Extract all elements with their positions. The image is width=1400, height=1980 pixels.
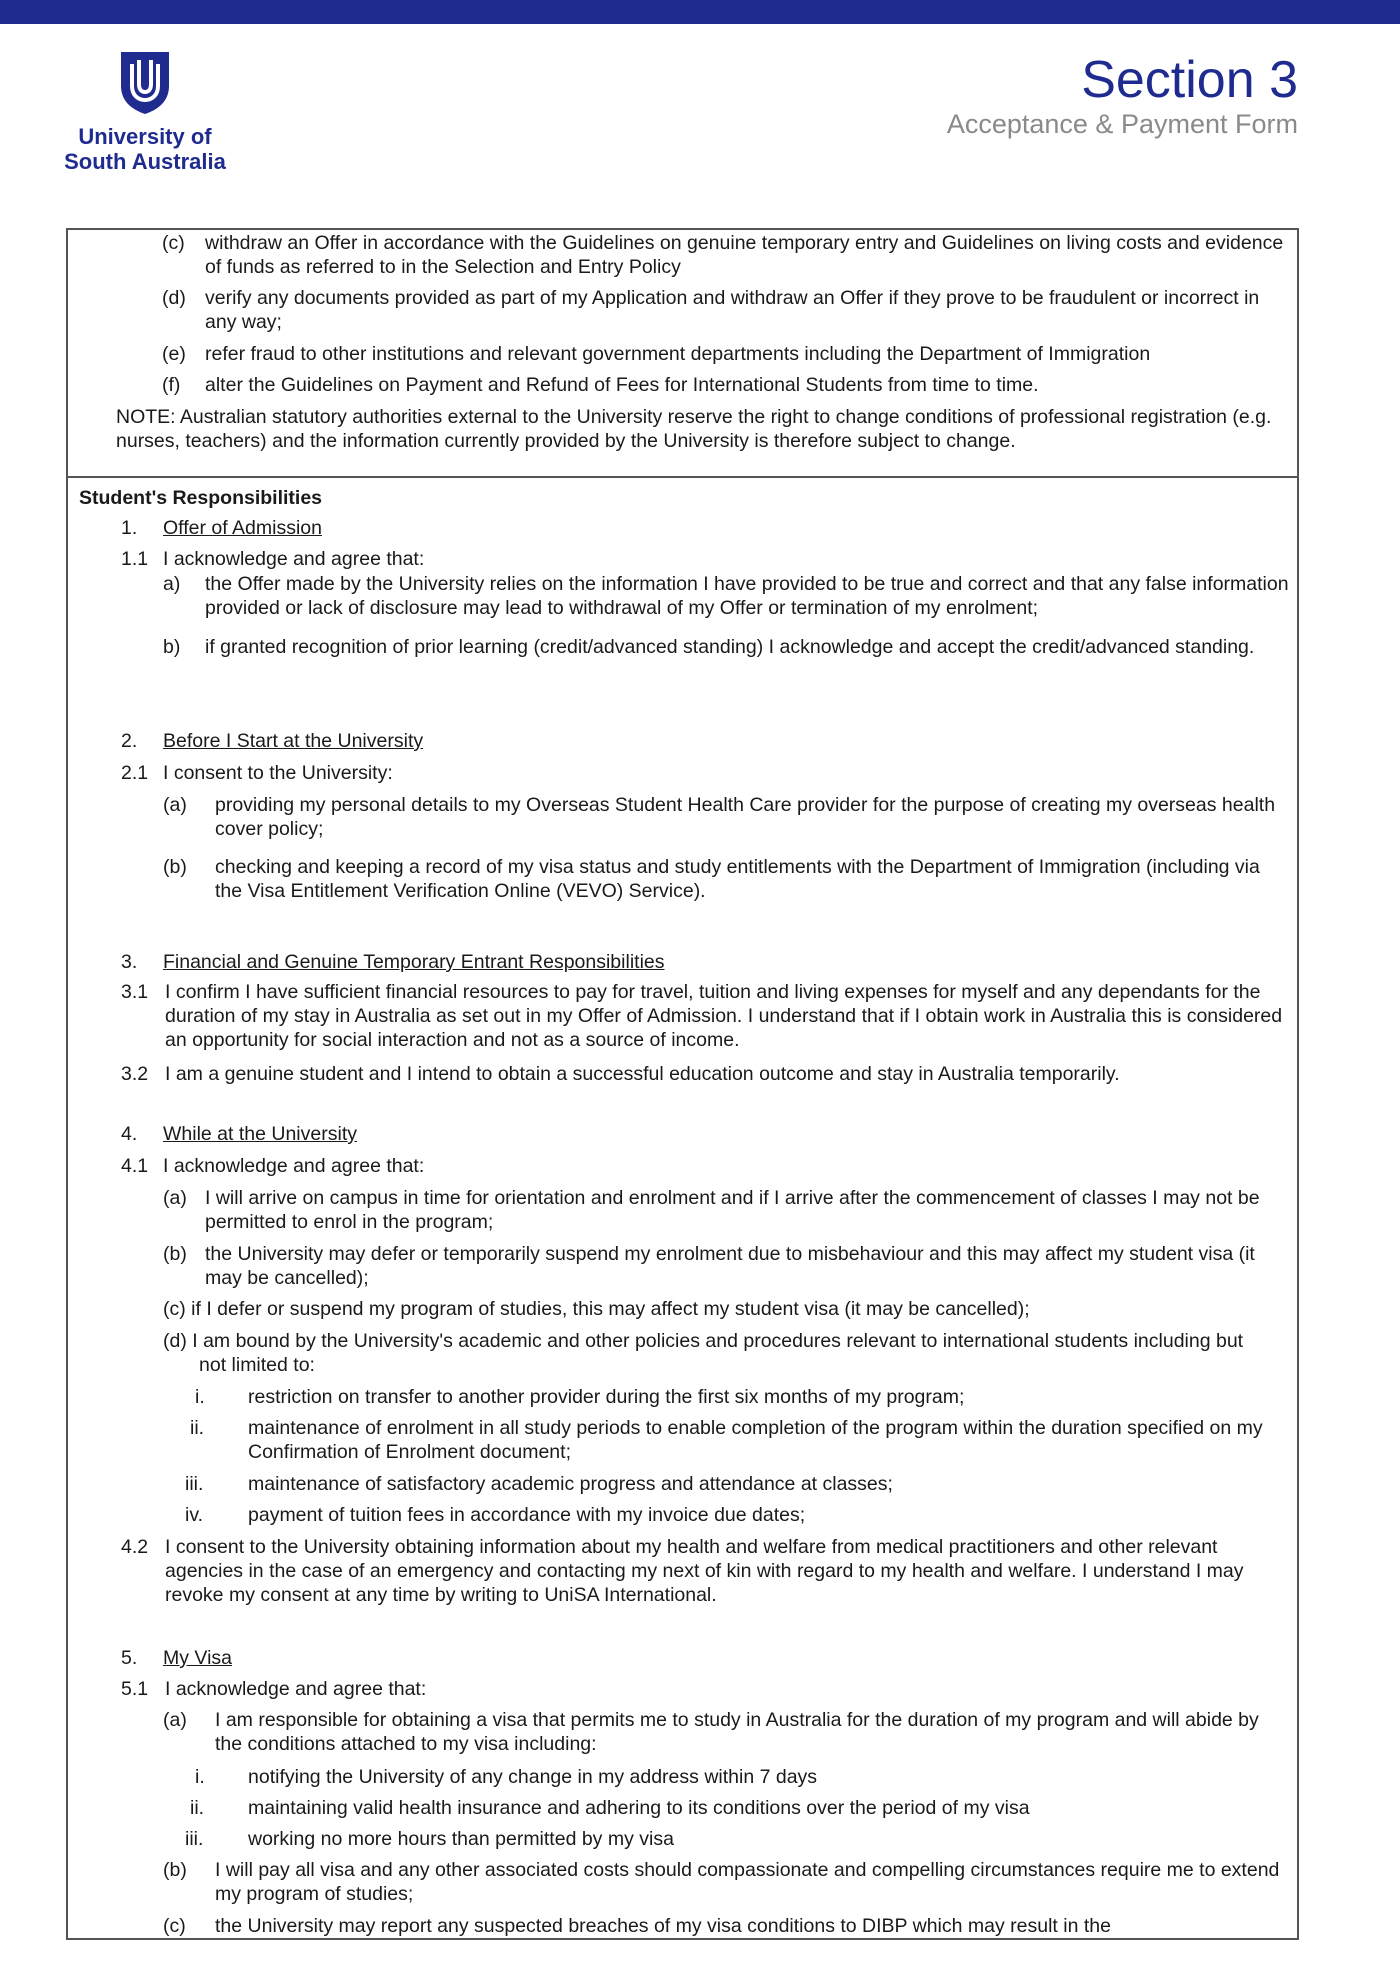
item-c-text: withdraw an Offer in accordance with the Guidelines on genuine temporary entry and Guidelines on living costs and evidence of funds as referred to in the Selection and Entry Policy (205, 232, 1284, 278)
unisa-crest-icon (117, 50, 173, 116)
s5-1b-label: (b) (163, 1859, 187, 1881)
s4-1-num: 4.1 (121, 1155, 149, 1177)
university-name (60, 124, 230, 174)
item-f-text: alter the Guidelines on Payment and Refund of Fees for International Students from time to time. (205, 374, 1039, 396)
university-name-line1: University of (78, 124, 212, 149)
s1-1-num: 1.1 (121, 548, 149, 570)
s2-1-num: 2.1 (121, 762, 149, 784)
s5-1a-label: (a) (163, 1709, 187, 1731)
university-name-line2: South Australia (64, 149, 226, 174)
s4-1d-iii-text: maintenance of satisfactory academic progress and attendance at classes; (248, 1473, 893, 1495)
s4-num: 4. (121, 1123, 138, 1145)
s3-num: 3. (121, 951, 138, 973)
s4-1d-iii-label: iii. (185, 1473, 204, 1495)
s4-2-text: I consent to the University obtaining information about my health and welfare from medical practitioners and other relevant agencies in the case of an emergency and contacting my next of kin with regard to my health and welfare. I understand I may revoke my consent at any time by writing to UniSA International. (165, 1536, 1244, 1606)
s3-1-num: 3.1 (121, 981, 149, 1003)
s5-1a-ii-text: maintaining valid health insurance and adhering to its conditions over the period of my visa (248, 1797, 1030, 1819)
section-title: Section 3 (1081, 51, 1298, 109)
item-d-text: verify any documents provided as part of my Application and withdraw an Offer if they prove to be fraudulent or incorrect in any way; (205, 287, 1260, 333)
s1-1a-label: a) (163, 573, 181, 595)
s1-1b-label: b) (163, 636, 181, 658)
s4-1d-ii-label: ii. (190, 1417, 205, 1439)
s5-1a-iii-label: iii. (185, 1828, 204, 1850)
section-subtitle: Acceptance & Payment Form (946, 109, 1298, 139)
item-e-text: refer fraud to other institutions and relevant government departments including the Department of Immigration (205, 343, 1151, 365)
item-e-label: (e) (162, 343, 186, 365)
s4-1d-i-label: i. (195, 1386, 205, 1408)
s5-1a-i-text: notifying the University of any change in my address within 7 days (248, 1766, 818, 1788)
s4-1d-iv-label: iv. (185, 1504, 204, 1526)
s4-1a-label: (a) (163, 1187, 187, 1209)
s5-1b-text: I will pay all visa and any other associated costs should compassionate and compelling circumstances require me to extend my program of studies; (215, 1859, 1280, 1905)
s3-title: Financial and Genuine Temporary Entrant Responsibilities (163, 951, 665, 973)
s2-title: Before I Start at the University (163, 730, 424, 752)
s5-1-num: 5.1 (121, 1678, 149, 1700)
s5-num: 5. (121, 1647, 138, 1669)
s4-2-num: 4.2 (121, 1536, 149, 1558)
s5-1a-text: I am responsible for obtaining a visa that permits me to study in Australia for the duration of my program and will abide by the conditions attached to my visa including: (215, 1709, 1259, 1755)
s3-1-text: I confirm I have sufficient financial resources to pay for travel, tuition and living expenses for myself and any dependants for the duration of my stay in Australia as set out in my Offer of Admission. I understand that if I obtain work in Australia this is considered an opportunity for social interaction and not as a source of income. (165, 981, 1283, 1051)
s4-1d-text: (d) I am bound by the University's academic and other policies and procedures relevant to international students including but not limited to: (163, 1330, 1244, 1376)
s4-1d-i-text: restriction on transfer to another provider during the first six months of my program; (248, 1386, 965, 1408)
s1-num: 1. (121, 517, 138, 539)
s2-1a-text: providing my personal details to my Overseas Student Health Care provider for the purpose of creating my overseas health cover policy; (215, 794, 1276, 840)
s3-2-num: 3.2 (121, 1063, 149, 1085)
s2-num: 2. (121, 730, 138, 752)
s3-2-text: I am a genuine student and I intend to obtain a successful education outcome and stay in Australia temporarily. (165, 1063, 1120, 1085)
s1-title: Offer of Admission (163, 517, 322, 539)
s4-1b-label: (b) (163, 1243, 187, 1265)
s1-1b-text: if granted recognition of prior learning (credit/advanced standing) I acknowledge and accept the credit/advanced standing. (205, 636, 1255, 658)
s4-title: While at the University (163, 1123, 357, 1145)
section-header (947, 52, 1298, 140)
s2-1b-text: checking and keeping a record of my visa status and study entitlements with the Department of Immigration (including via the Visa Entitlement Verification Online (VEVO) Service). (215, 856, 1260, 902)
s5-1a-ii-label: ii. (190, 1797, 205, 1819)
university-logo (60, 50, 230, 174)
s4-1c-text: (c) if I defer or suspend my program of studies, this may affect my student visa (it may be cancelled); (163, 1298, 1030, 1320)
item-f-label: (f) (162, 374, 181, 396)
s5-1-text: I acknowledge and agree that: (165, 1678, 427, 1700)
s4-1d-iv-text: payment of tuition fees in accordance with my invoice due dates; (248, 1504, 806, 1526)
s1-1-text: I acknowledge and agree that: (163, 548, 425, 570)
s4-1a-text: I will arrive on campus in time for orientation and enrolment and if I arrive after the commencement of classes I may not be permitted to enrol in the program; (205, 1187, 1260, 1233)
s4-1d-ii-text: maintenance of enrolment in all study periods to enable completion of the program within the duration specified on my Confirmation of Enrolment document; (248, 1417, 1263, 1463)
s5-title: My Visa (163, 1647, 232, 1669)
item-c-label: (c) (162, 232, 185, 254)
s4-1-text: I acknowledge and agree that: (163, 1155, 425, 1177)
top-banner (0, 0, 1400, 24)
s1-1a-text: the Offer made by the University relies on the information I have provided to be true and correct and that any false information provided or lack of disclosure may lead to withdrawal of my Offer or termination of my enrolment; (205, 573, 1289, 619)
s5-1c-label: (c) (163, 1915, 186, 1937)
s2-1-text: I consent to the University: (163, 762, 393, 784)
s4-1b-text: the University may defer or temporarily suspend my enrolment due to misbehaviour and this may affect my student visa (it may be cancelled); (205, 1243, 1255, 1289)
responsibilities-heading: Student's Responsibilities (79, 487, 323, 509)
s5-1a-i-label: i. (195, 1766, 205, 1788)
item-d-label: (d) (162, 287, 186, 309)
s5-1c-text: the University may report any suspected breaches of my visa conditions to DIBP which may result in the (215, 1915, 1111, 1937)
s2-1a-label: (a) (163, 794, 187, 816)
s5-1a-iii-text: working no more hours than permitted by my visa (248, 1828, 674, 1850)
s2-1b-label: (b) (163, 856, 187, 878)
note-text: NOTE: Australian statutory authorities external to the University reserve the right to change conditions of professional registration (e.g. nurses, teachers) and the information currently provided by the University is therefore subject to change. (116, 406, 1272, 452)
